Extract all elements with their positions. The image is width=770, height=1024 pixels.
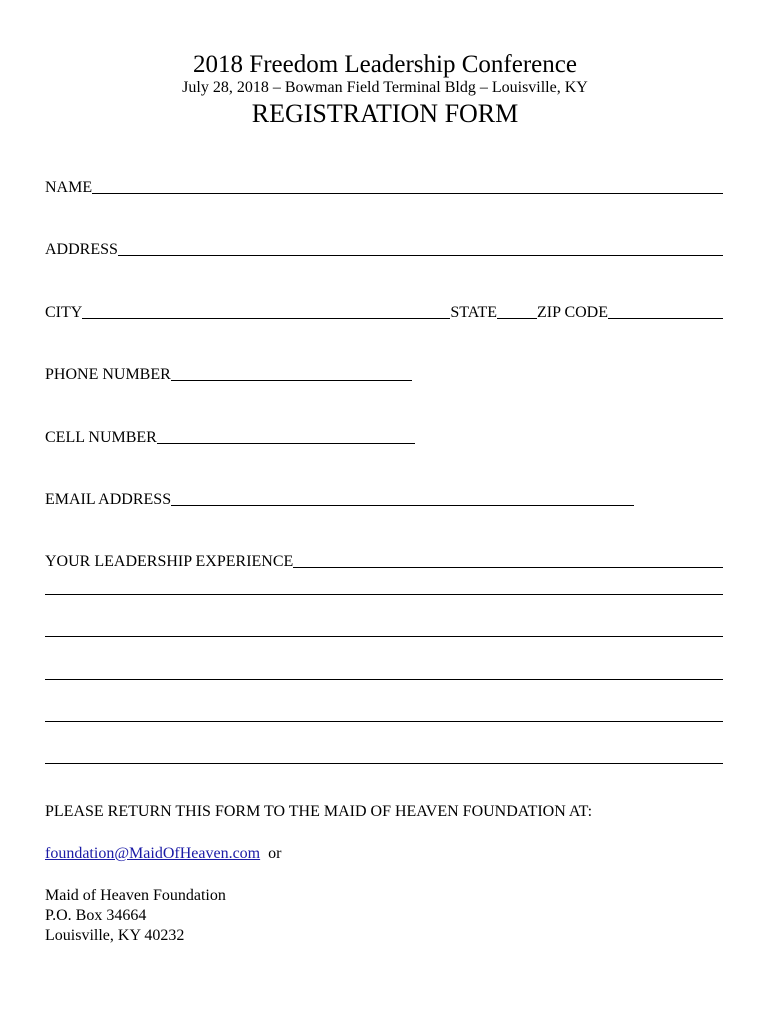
cell-field-row xyxy=(45,428,415,448)
form-title: REGISTRATION FORM xyxy=(251,99,519,128)
phone-number-blank-line[interactable] xyxy=(171,380,412,381)
experience-extra-row xyxy=(45,636,723,641)
experience-field-row xyxy=(45,552,723,572)
email-address-blank-line[interactable] xyxy=(171,505,634,506)
mailing-address xyxy=(45,886,226,946)
experience-blank-line[interactable] xyxy=(45,636,723,637)
cell-number-blank-line[interactable] xyxy=(157,443,415,444)
name-label: NAME xyxy=(45,179,93,196)
city-blank-line[interactable] xyxy=(82,318,450,319)
address-field-row xyxy=(45,240,723,260)
zip-code-blank-line[interactable] xyxy=(608,318,723,319)
experience-extra-row xyxy=(45,763,723,768)
experience-blank-line[interactable] xyxy=(45,721,723,722)
experience-blank-line[interactable] xyxy=(45,594,723,595)
email-address-label: EMAIL ADDRESS xyxy=(45,491,172,508)
phone-field-row xyxy=(45,365,412,385)
name-blank-line[interactable] xyxy=(92,193,723,194)
conference-details: July 28, 2018 – Bowman Field Terminal Bldg – Louisville, KY xyxy=(182,79,588,96)
experience-blank-line[interactable] xyxy=(293,567,723,568)
experience-blank-line[interactable] xyxy=(45,679,723,680)
experience-blank-line[interactable] xyxy=(45,763,723,764)
city-state-zip-row xyxy=(45,303,723,323)
leadership-experience-label: YOUR LEADERSHIP EXPERIENCE xyxy=(45,553,294,570)
zip-code-label: ZIP CODE xyxy=(537,304,608,321)
state-label: STATE xyxy=(450,304,498,321)
experience-extra-row xyxy=(45,721,723,726)
email-field-row xyxy=(45,490,634,510)
experience-extra-row xyxy=(45,679,723,684)
address-line-organization: Maid of Heaven Foundation xyxy=(45,887,226,904)
experience-extra-row xyxy=(45,594,723,599)
or-text: or xyxy=(268,845,282,862)
foundation-email-link[interactable]: foundation@MaidOfHeaven.com xyxy=(45,845,261,862)
address-label: ADDRESS xyxy=(45,241,118,258)
address-blank-line[interactable] xyxy=(118,255,723,256)
name-field-row xyxy=(45,178,723,198)
conference-title: 2018 Freedom Leadership Conference xyxy=(193,51,577,78)
cell-number-label: CELL NUMBER xyxy=(45,429,157,446)
city-label: CITY xyxy=(45,304,83,321)
state-blank-line[interactable] xyxy=(497,318,537,319)
return-instructions: PLEASE RETURN THIS FORM TO THE MAID OF HEAVEN FOUNDATION AT: xyxy=(45,803,593,820)
email-contact-line xyxy=(45,844,281,864)
address-line-po-box: P.O. Box 34664 xyxy=(45,907,147,924)
address-line-city-state-zip: Louisville, KY 40232 xyxy=(45,927,185,944)
phone-number-label: PHONE NUMBER xyxy=(45,366,171,383)
